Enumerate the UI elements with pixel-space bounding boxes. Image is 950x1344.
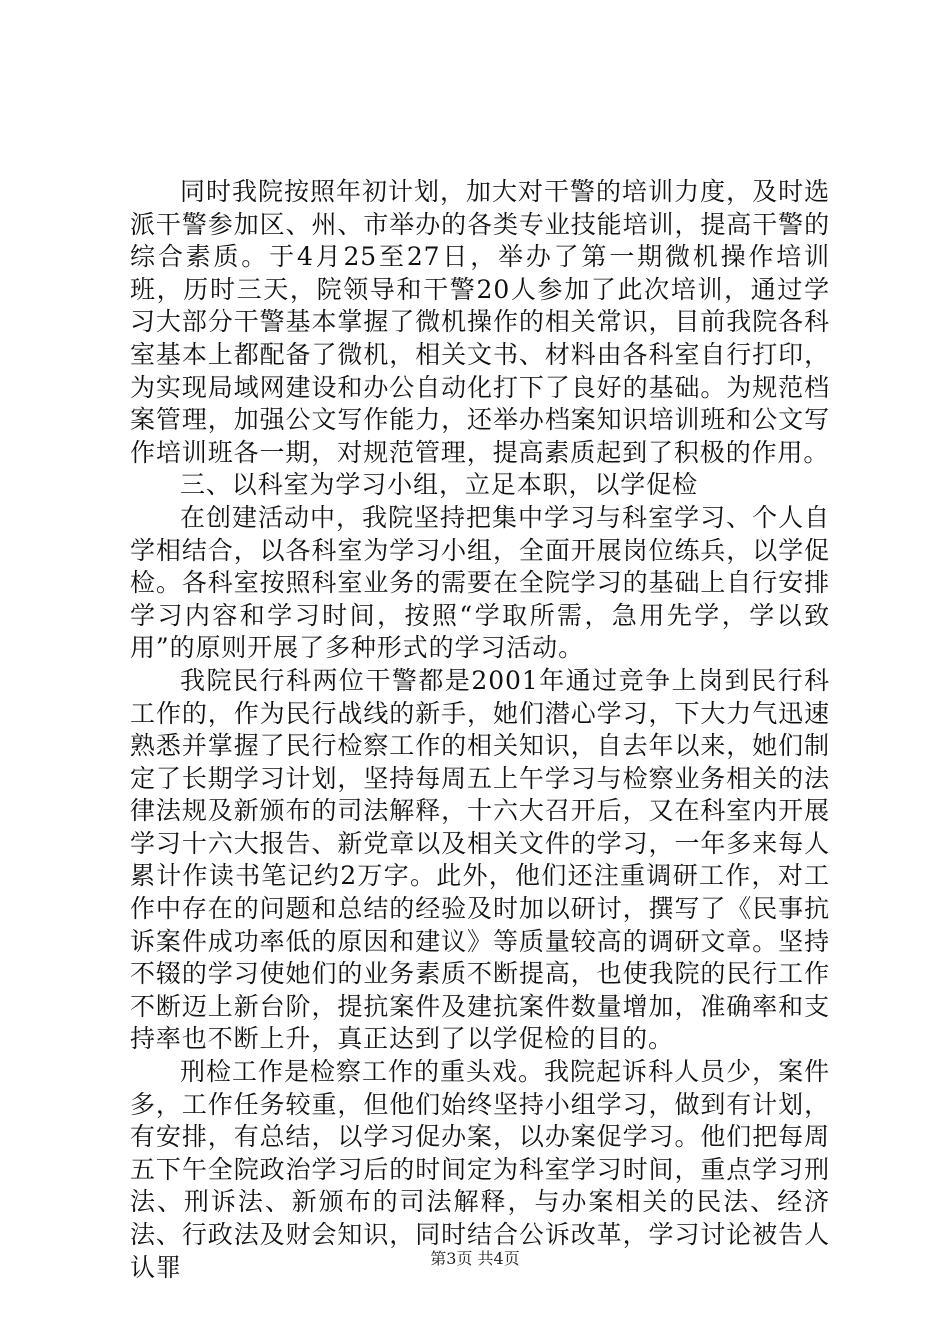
document-body: [130, 176, 830, 1284]
paragraph-criminal-prosecution: 刑检工作是检察工作的重头戏。我院起诉科人员少，案件多，工作任务较重，但他们始终坚持小组学习，做到有计划，有安排，有总结，以学习促办案，以办案促学习。他们把每周五下午全院政治学习后的时间定为科室学习时间，重点学习刑法、刑诉法、新颁布的司法解释，与办案相关的民法、经济法、行政法及财会知识，同时结合公诉改革，学习讨论被告人认罪: [130, 1057, 830, 1282]
paragraph-civil-administrative: 我院民行科两位干警都是2001年通过竞争上岗到民行科工作的，作为民行战线的新手，她们潜心学习，下大力气迅速熟悉并掌握了民行检察工作的相关知识，自去年以来，她们制定了长期学习计划，坚持每周五上午学习与检察业务相关的法律法规及新颁布的司法解释，十六大召开后，又在科室内开展学习十六大报告、新党章以及相关文件的学习，一年多来每人累计作读书笔记约2万字。此外，他们还注重调研工作，对工作中存在的问题和总结的经验及时加以研讨，撰写了《民事抗诉案件成功率低的原因和建议》等质量较高的调研文章。坚持不辍的学习使她们的业务素质不断提高，也使我院的民行工作不断迈上新台阶，提抗案件及建抗案件数量增加，准确率和支持率也不断上升，真正达到了以学促检的目的。: [130, 665, 830, 1054]
paragraph-study-groups: 在创建活动中，我院坚持把集中学习与科室学习、个人自学相结合，以各科室为学习小组，全面开展岗位练兵，以学促检。各科室按照科室业务的需要在全院学习的基础上自行安排学习内容和学习时间，按照“学取所需，急用先学，学以致用”的原则开展了多种形式的学习活动。: [130, 502, 830, 663]
paragraph-training: 同时我院按照年初计划，加大对干警的培训力度，及时选派干警参加区、州、市举办的各类专业技能培训，提高干警的综合素质。于4月25至27日，举办了第一期微机操作培训班，历时三天，院领导和干警20人参加了此次培训，通过学习大部分干警基本掌握了微机操作的相关常识，目前我院各科室基本上都配备了微机，相关文书、材料由各科室自行打印，为实现局域网建设和办公自动化打下了良好的基础。为规范档案管理，加强公文写作能力，还举办档案知识培训班和公文写作培训班各一期，对规范管理，提高素质起到了积极的作用。: [130, 177, 830, 467]
section-heading-3: 三、以科室为学习小组，立足本职，以学促检: [180, 470, 699, 500]
page-footer: 第3页 共4页: [430, 1249, 520, 1268]
